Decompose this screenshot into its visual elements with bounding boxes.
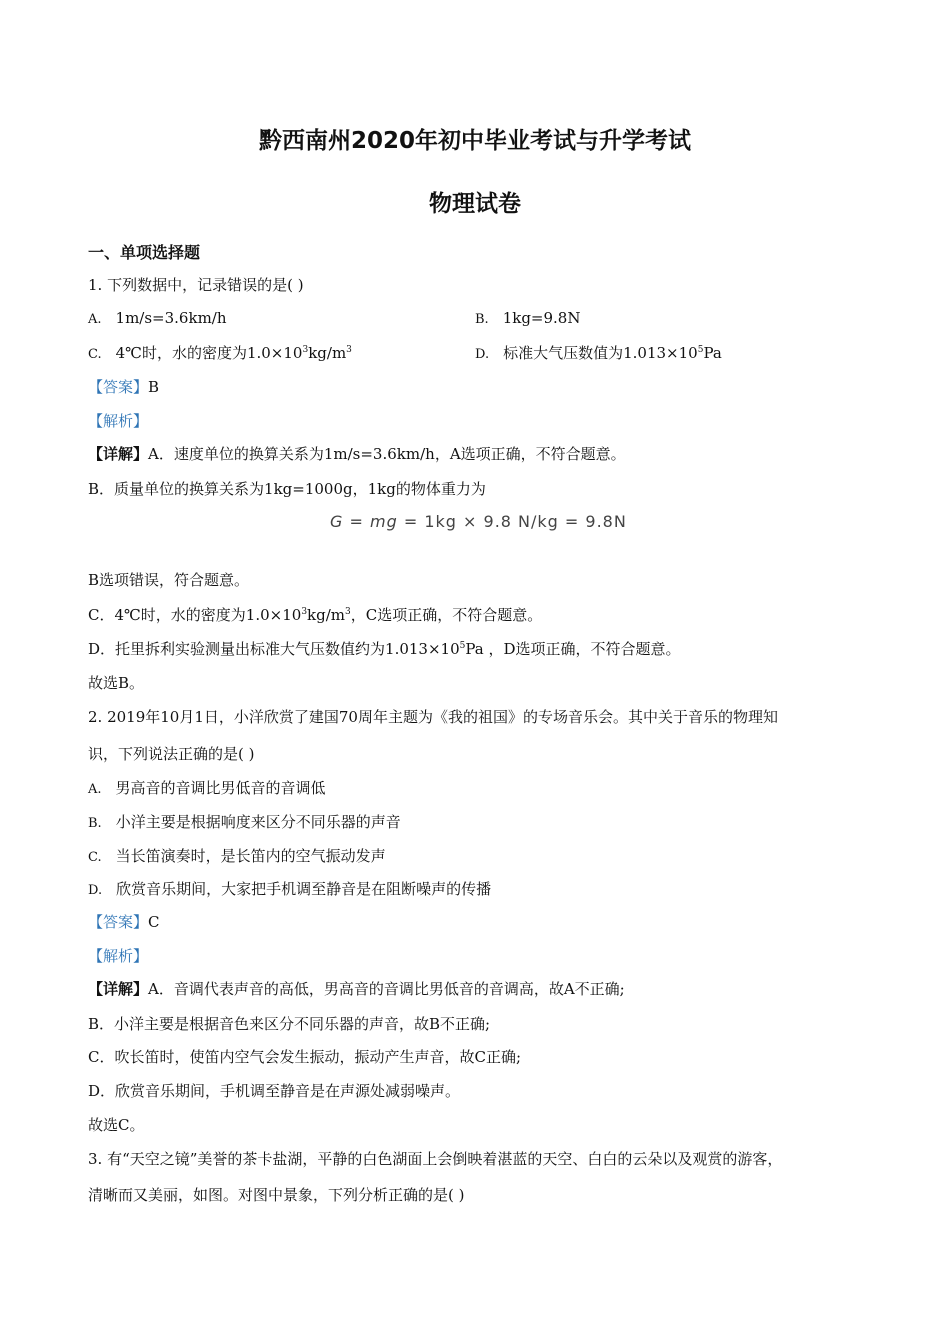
q2-option-c (88, 845, 386, 866)
superscript: 3 (346, 345, 352, 355)
q1-stem: 1. 下列数据中，记录错误的是( ) (88, 276, 304, 294)
q1-analysis-label: 【解析】 (88, 412, 149, 430)
q2-option-a (88, 777, 326, 798)
detail-text: C．4℃时，水的密度为1.0×10 (88, 606, 302, 624)
q1-conclusion: 故选B。 (88, 674, 145, 692)
option-text-unit: kg/m (308, 344, 347, 362)
section-heading: 一、单项选择题 (88, 243, 201, 262)
answer-value: B (148, 378, 160, 396)
option-letter: B. (475, 312, 489, 327)
q2-stem-line1: 2. 2019年10月1日，小洋欣赏了建国70周年主题为《我的祖国》的专场音乐会。其中关于音乐的物理知 (88, 708, 778, 726)
superscript: 3 (301, 607, 308, 617)
option-text-unit: Pa (703, 344, 722, 362)
q2-option-d (88, 878, 491, 899)
q1-detail-b2: B选项错误，符合题意。 (88, 571, 250, 589)
detail-text: A．音调代表声音的高低，男高音的音调比男低音的音调高，故A不正确; (148, 980, 625, 998)
option-text: 标准大气压数值为1.013×10 (503, 344, 698, 362)
detail-text: D．托里拆利实验测量出标准大气压数值约为1.013×10 (88, 640, 460, 658)
q2-detail-d: D．欣赏音乐期间，手机调至静音是在声源处减弱噪声。 (88, 1082, 461, 1100)
answer-label: 【答案】 (88, 913, 149, 931)
q1-answer (88, 376, 159, 397)
option-letter: A. (88, 312, 102, 327)
option-letter: C. (88, 347, 102, 362)
option-text: 1m/s=3.6km/h (115, 309, 227, 327)
option-text: 小洋主要是根据响度来区分不同乐器的声音 (115, 813, 401, 831)
q2-stem-line2: 识，下列说法正确的是( ) (88, 745, 255, 763)
detail-text: A．速度单位的换算关系为1m/s=3.6km/h，A选项正确，不符合题意。 (148, 445, 626, 463)
q2-analysis-label: 【解析】 (88, 947, 149, 965)
q2-detail-b: B．小洋主要是根据音色来区分不同乐器的声音，故B不正确; (88, 1015, 491, 1033)
option-text: 男高音的音调比男低音的音调低 (115, 779, 326, 797)
q2-answer (88, 911, 160, 932)
detail-text: Pa ，D选项正确，不符合题意。 (465, 640, 681, 658)
superscript: 3 (345, 607, 351, 617)
option-letter: C. (88, 850, 102, 865)
option-letter: A. (88, 782, 102, 797)
formula-symbol: G (330, 512, 344, 531)
q1-formula (330, 512, 627, 531)
q2-detail-a (88, 978, 625, 999)
answer-label: 【答案】 (88, 378, 149, 396)
detail-label: 【详解】 (88, 980, 149, 998)
option-text: 欣赏音乐期间，大家把手机调至静音是在阻断噪声的传播 (116, 880, 492, 898)
formula-expression: = 1kg × 9.8 N/kg = 9.8N (403, 512, 627, 531)
q1-option-b (475, 309, 580, 327)
superscript: 5 (697, 345, 704, 355)
q2-detail-c: C．吹长笛时，使笛内空气会发生振动，振动产生声音，故C正确; (88, 1048, 522, 1066)
q1-option-c (88, 342, 352, 363)
superscript: 3 (302, 345, 309, 355)
option-letter: D. (88, 883, 103, 898)
detail-unit: kg/m (307, 606, 346, 624)
q2-conclusion: 故选C。 (88, 1116, 145, 1134)
q3-stem-line1: 3. 有“天空之镜”美誉的茶卡盐湖，平静的白色湖面上会倒映着湛蓝的天空、白白的云朵以及观赏的游客， (88, 1150, 783, 1168)
page-title: 黔西南州2020年初中毕业考试与升学考试 (258, 128, 691, 154)
option-text: 1kg=9.8N (502, 309, 581, 327)
answer-value: C (148, 913, 160, 931)
q1-detail-a (88, 443, 626, 464)
formula-symbol: mg (370, 512, 398, 531)
detail-label: 【详解】 (88, 445, 149, 463)
formula-operator: = (349, 512, 364, 531)
superscript: 5 (459, 641, 466, 651)
q3-stem-line2: 清晰而又美丽，如图。对图中景象，下列分析正确的是( ) (88, 1186, 465, 1204)
q1-option-d (475, 342, 722, 363)
q1-detail-b: B．质量单位的换算关系为1kg=1000g，1kg的物体重力为 (88, 480, 486, 498)
q2-option-b (88, 811, 401, 832)
option-letter: D. (475, 347, 490, 362)
q1-detail-c (88, 604, 542, 625)
page-subtitle: 物理试卷 (429, 191, 521, 217)
q1-detail-d (88, 638, 681, 659)
q1-option-a (88, 309, 227, 327)
option-letter: B. (88, 816, 102, 831)
option-text: 4℃时，水的密度为1.0×10 (115, 344, 303, 362)
detail-text: ，C选项正确，不符合题意。 (350, 606, 543, 624)
option-text: 当长笛演奏时，是长笛内的空气振动发声 (115, 847, 386, 865)
